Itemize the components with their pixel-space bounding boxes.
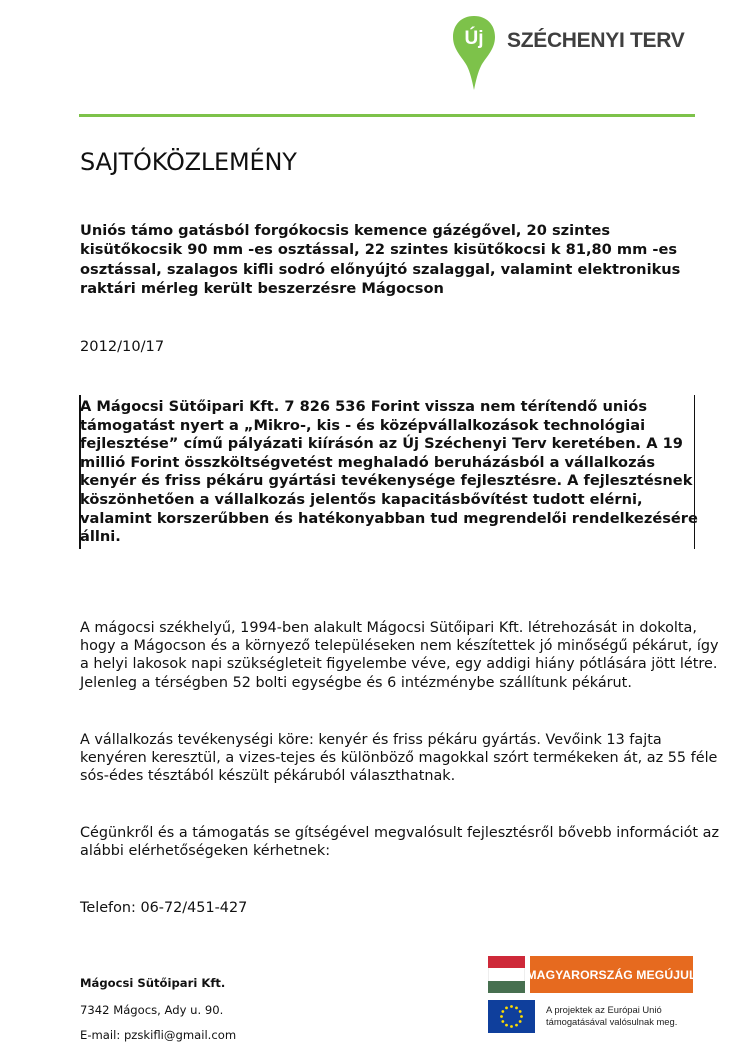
contact-email[interactable]: E-mail: pzskifli@gmail.com xyxy=(80,1028,237,1042)
eu-star xyxy=(501,1010,504,1013)
phone-number: Telefon: 06-72/451-427 xyxy=(80,900,248,916)
subtitle-line: raktári mérleg került beszerzésre Mágocson xyxy=(80,279,444,297)
logo-badge: Új xyxy=(464,28,484,49)
paragraph-line: alábbi elérhetőségeken kérhetnek: xyxy=(80,843,331,860)
body-paragraph xyxy=(80,731,718,786)
lead-paragraph xyxy=(80,398,698,547)
eu-star xyxy=(515,1006,518,1009)
eu-star xyxy=(520,1015,523,1018)
eu-star xyxy=(510,1025,513,1028)
paragraph-line: A mágocsi székhelyű, 1994-ben alakult Mágocsi Sütőipari Kft. létrehozását in dokolta, xyxy=(80,620,697,636)
lead-line: állni. xyxy=(80,528,121,546)
subtitle xyxy=(80,221,680,298)
logo-text: SZÉCHENYI TERV xyxy=(507,29,685,52)
hungarian-flag-icon xyxy=(488,956,525,993)
body-paragraph xyxy=(80,824,720,860)
eu-star xyxy=(501,1020,504,1023)
lead-line: A Mágocsi Sütőipari Kft. 7 826 536 Forint vissza nem térítendő uniós xyxy=(80,398,648,415)
company-address: 7342 Mágocs, Ady u. 90. xyxy=(80,1003,224,1017)
lead-line: támogatást nyert a „Mikro-, kis - és középvállalkozások technológiai xyxy=(80,416,646,434)
eu-support-text xyxy=(546,1004,706,1028)
company-name: Mágocsi Sütőipari Kft. xyxy=(80,976,226,990)
paragraph-line: sós-édes tésztából készült pékáruból választhatnak. xyxy=(80,768,456,785)
page-title: SAJTÓKÖZLEMÉNY xyxy=(80,148,297,176)
paragraph-line: Cégünkről és a támogatás se gítségével megvalósult fejlesztésről bővebb információt az xyxy=(80,825,720,841)
paragraph-line: kenyéren keresztül, a vizes-tejes és különböző magokkal szórt termékeken át, az 55 féle xyxy=(80,750,718,767)
subtitle-line: kisütőkocsik 90 mm -es osztással, 22 szintes kisütőkocsi k 81,80 mm -es xyxy=(80,241,678,259)
subtitle-line: osztással, szalagos kifli sodró előnyújtó szalaggal, valamint elektronikus xyxy=(80,260,681,278)
eu-star xyxy=(500,1015,503,1018)
eu-star xyxy=(515,1024,518,1027)
paragraph-line: Jelenleg a térségben 52 bolti egységbe és 6 intézménybe szállítunk pékárut. xyxy=(80,674,632,691)
pin-icon xyxy=(451,14,497,92)
paragraph-line: hogy a Mágocson és a környező településeken nem készítettek jó minőségű pékárut, így xyxy=(80,638,719,655)
lead-line: millió Forint összköltségvetést meghaladó beruházásból a vállalkozás xyxy=(80,453,656,471)
eu-star xyxy=(519,1010,522,1013)
eu-star xyxy=(505,1024,508,1027)
subtitle-line: Uniós támo gatásból forgókocsis kemence gázégővel, 20 szintes xyxy=(80,222,611,239)
lead-line: köszönhetően a vállalkozás jelentős kapacitásbővítést tudott elérni, xyxy=(80,490,643,508)
eu-text-line: A projektek az Európai Unió xyxy=(546,1004,662,1015)
press-date: 2012/10/17 xyxy=(80,338,165,355)
eu-text-line: támogatásával valósulnak meg. xyxy=(546,1016,678,1027)
lead-line: kenyér és friss pékáru gyártási tevékenysége fejlesztésre. A fejlesztésnek xyxy=(80,472,693,490)
body-paragraph xyxy=(80,619,719,692)
eu-star xyxy=(510,1005,513,1008)
magyarorszag-megujul-badge: MAGYARORSZÁG MEGÚJUL xyxy=(530,956,693,993)
paragraph-line: a helyi lakosok napi szükségleteit figyelembe véve, egy addigi hiány pótlására jött létre. xyxy=(80,656,718,673)
eu-star xyxy=(519,1020,522,1023)
paragraph-line: A vállalkozás tevékenységi köre: kenyér és friss pékáru gyártás. Vevőink 13 fajta xyxy=(80,732,662,748)
lead-line: valamint korszerűbben és hatékonyabban tud megrendelői rendelkezésére xyxy=(80,509,698,527)
lead-line: fejlesztése” című pályázati kiírásón az Új Széchenyi Terv keretében. A 19 xyxy=(80,435,683,453)
eu-flag-icon xyxy=(488,1000,535,1033)
header-divider xyxy=(79,114,695,117)
eu-star xyxy=(505,1006,508,1009)
